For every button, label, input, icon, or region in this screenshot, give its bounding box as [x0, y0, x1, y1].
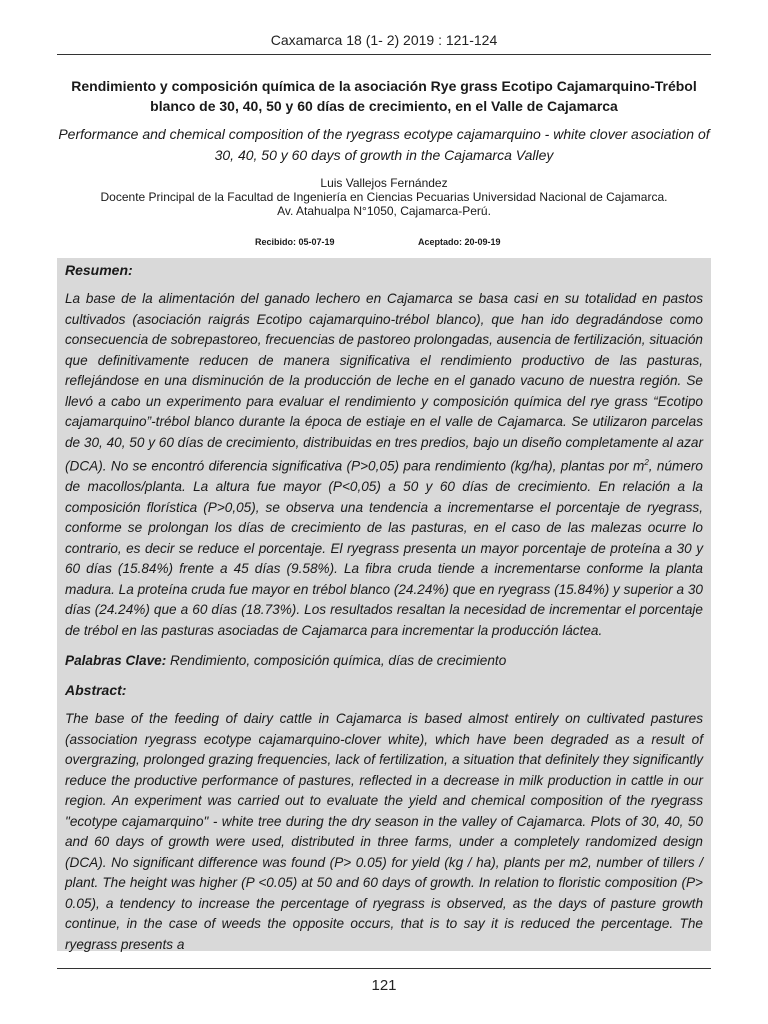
received-date: Recibido: 05-07-19	[255, 237, 335, 247]
footer-divider	[57, 968, 711, 969]
keywords	[65, 652, 703, 670]
accepted-date: Aceptado: 20-09-19	[418, 237, 501, 247]
resumen-text-part1: La base de la alimentación del ganado lechero en Cajamarca se basa casi en su totalidad en pastos cultivados (asociación raigrás Ecotipo cajamarquino-trébol blanco), que han ido degradándose como consecuencia de sobrepastoreo, frecuencias de pastoreo prolongadas, ausencia de fertilización, situación que definitivamente reducen de manera significativa el rendimiento productivo de las pasturas, reflejándose en una disminución de la producción de leche en el ganado vacuno de nuestra región. Se llevó a cabo un experimento para evaluar el rendimiento y composición química del rye grass “Ecotipo cajamarquino”-trébol blanco durante la época de estiaje en el valle de Cajamarca. Se utilizaron parcelas de 30, 40, 50 y 60 días de crecimiento, distribuidas en tres predios, bajo un diseño completamente al azar (DCA). No se encontró diferencia significativa (P>0,05) para rendimiento (kg/ha), plantas por m	[65, 291, 703, 474]
header-divider	[57, 54, 711, 55]
abstract-heading: Abstract:	[65, 682, 127, 698]
author-name: Luis Vallejos Fernández	[320, 176, 448, 190]
author-affiliation	[0, 190, 768, 218]
keywords-text: Rendimiento, composición química, días de crecimiento	[166, 653, 507, 668]
resumen-heading: Resumen:	[65, 262, 133, 278]
keywords-label: Palabras Clave:	[65, 653, 167, 668]
resumen-superscript: 2	[644, 458, 649, 467]
abstract-text: The base of the feeding of dairy cattle in Cajamarca is based almost entirely on cultivated pastures (association ryegrass ecotype cajamarquino-clover white), which have been degraded as a result of overgrazing, prolonged grazing frequencies, lack of fertilization, a situation that definitely they significantly reduce the productive performance of pastures, reflected in a decrease in milk production in cattle in our region. An experiment was carried out to evaluate the yield and chemical composition of the ryegrass "ecotype cajamarquino" - white tree during the dry season in the valley of Cajamarca. Plots of 30, 40, 50 and 60 days of growth were used, distributed in three farms, under a completely randomized design (DCA). No significant difference was found (P> 0.05) for yield (kg / ha), plants per m2, number of tillers / plant. The height was higher (P <0.05) at 50 and 60 days of growth. In relation to floristic composition (P> 0.05), a tendency to increase the percentage of ryegrass is observed, as the days of pasture growth continue, in the case of weeds the opposite occurs, that is to say it is reduced the percentage. The ryegrass presents a	[65, 711, 703, 952]
page-number: 121	[371, 977, 397, 994]
title-english: Performance and chemical composition of the ryegrass ecotype cajamarquino - white clover asociation of 30, 40, 50 y 60 days of growth in the Cajamarca Valley	[58, 126, 710, 163]
abstract-box	[57, 258, 711, 951]
resumen-text	[65, 289, 703, 641]
affiliation-line-2: Av. Atahualpa N°1050, Cajamarca-Perú.	[277, 204, 491, 218]
resumen-text-part2: , número de macollos/planta. La altura fue mayor (P<0,05) a 50 y 60 días de crecimiento. En relación a la composición florística (P>0,05), se observa una tendencia a incrementarse el porcentaje de ryegrass, conforme se prolongan los días de crecimiento de las pasturas, en el caso de las malezas ocurre lo contrario, es decir se reduce el porcentaje. El ryegrass presenta un mayor porcentaje de proteína a 30 y 60 días (15.84%) frente a 45 días (9.58%). La fibra cruda tiende a incrementarse conforme la planta madura. La proteína cruda fue mayor en trébol blanco (24.24%) que en ryegrass (15.84%) y superior a 30 días (24.24%) que a 60 días (18.73%). Los resultados resaltan la necesidad de incrementar el porcentaje de trébol en las pasturas asociadas de Cajamarca para incrementar la producción láctea.	[65, 458, 703, 638]
journal-header: Caxamarca 18 (1- 2) 2019 : 121-124	[270, 32, 498, 48]
affiliation-line-1: Docente Principal de la Facultad de Ingeniería en Ciencias Pecuarias Universidad Nacional de Cajamarca.	[100, 190, 668, 204]
title-spanish: Rendimiento y composición química de la asociación Rye grass Ecotipo Cajamarquino-Trébol blanco de 30, 40, 50 y 60 días de crecimiento, en el Valle de Cajamarca	[71, 78, 697, 114]
